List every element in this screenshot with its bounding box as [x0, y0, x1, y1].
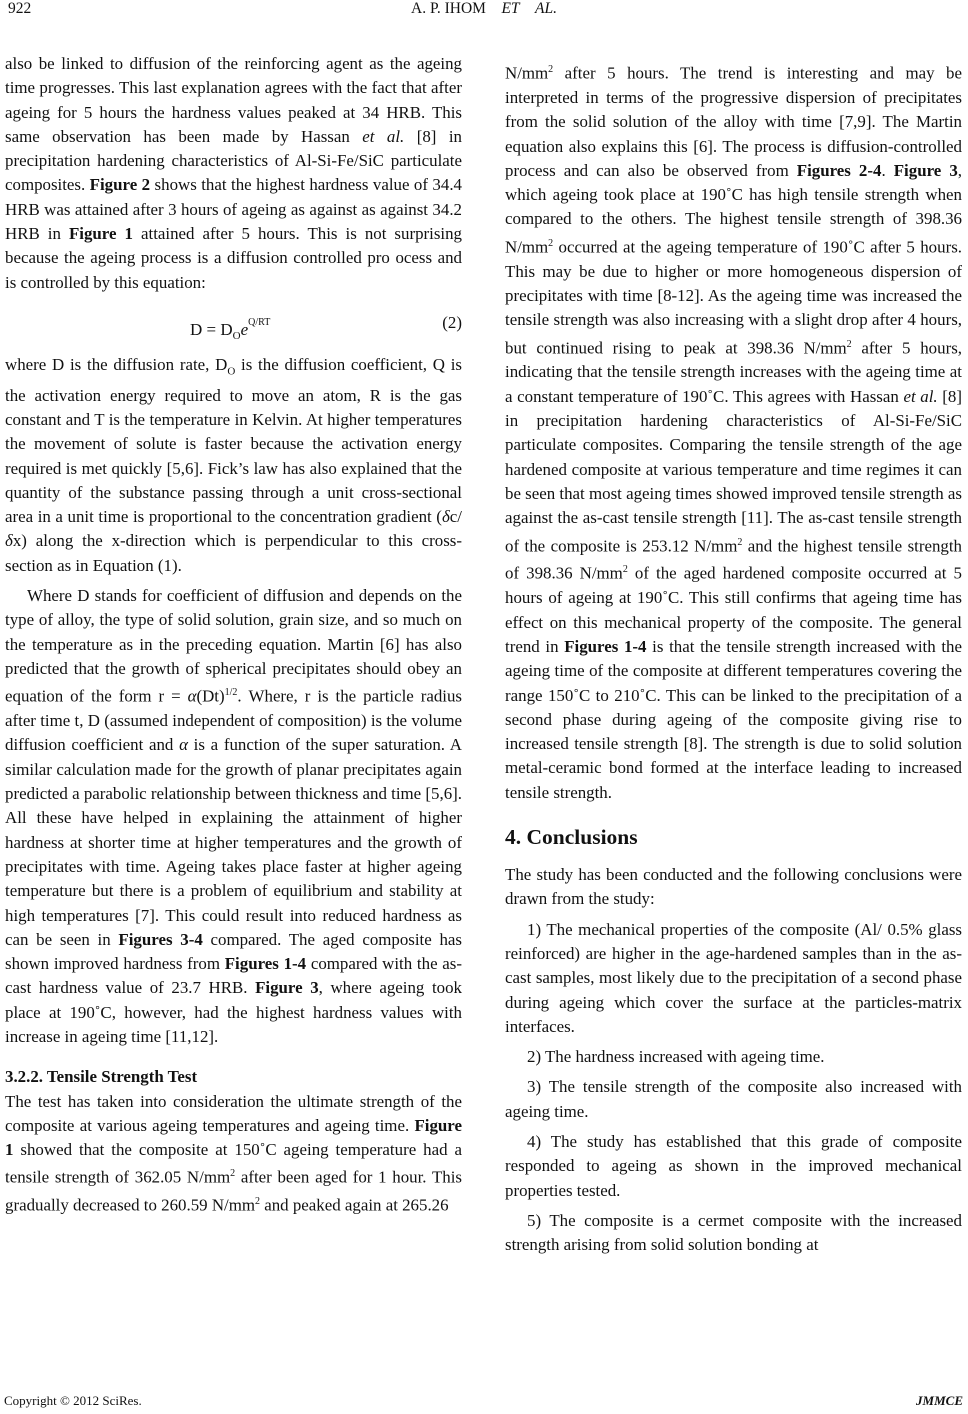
paragraph: also be linked to diffusion of the reinforcing agent as the ageing time progresses. This last explanation agrees with the fact that after ageing for 5 hours the hardness values peaked at 34 HRB. This same observation has been made by Hassan et al. [8] in precipitation hardening characteristics of Al-Si-Fe/SiC particulate composites. Figure 2 shows that the highest hardness value of 34.4 HRB was attained after 3 hours of ageing as against as against 34.2 HRB in Figure 1 attained after 5 hours. This is not surprising because the ageing process is a diffusion controlled pro ocess and is controlled by this equation: [5, 54, 463, 292]
footer-journal: JMMCE [916, 1393, 963, 1408]
subsection-title: 3.2.2. Tensile Strength Test [5, 1067, 198, 1087]
equation-number: (2) [442, 312, 462, 332]
paragraph: $N/mm^2$ after 5 hours. The trend is interesting and may be interpreted in terms of the progressive dispersion of precipitates from the solid solution of the alloy with time [7,9]. The Martin equation also explains this [6]. The process is diffusion-controlled process and can also be observed from Figures 2-4. Figure 3, which ageing took place at 190˚C has high tensile strength when compared to the others. The highest tensile strength of 398.36 $N/mm^2$ occurred at the ageing temperature of 190˚C after 5 hours. This may be due to higher or more homogeneous dispersion of precipitates with time [8-12]. As the ageing time was increased the tensile strength was also increasing with a slight drop after 4 hours, but continued rising to peak at 398.36 $N/mm^2$ after 5 hours, indicating that the tensile strength increases with the ageing time at a constant temperature of 190˚C. This agrees with Hassan et al. [8] in precipitation hardening characteristics of Al-Si-Fe/SiC particulate composites. Comparing the tensile strength of the age hardened composite at various temperature and time regimes it can be seen that most ageing times showed improved tensile strength as against the as-cast tensile strength [11]. The as-cast tensile strength of the composite is 253.12 $N/mm^2$ and the highest tensile strength of 398.36 $N/mm^2$ of the aged hardened composite occurred at 5 hours of ageing at 190˚C. This still confirms that ageing time has effect on this mechanical property of the composite. The general trend in Figures 1-4 is that the tensile strength increased with the ageing time of the composite at different temperatures covering the range 150˚C to 210˚C. This can be linked to the precipitation of a second phase during ageing of the composite giving rise to increased tensile strength [8]. The strength is due to solid solution metal-ceramic bond formed at the interface leading to increased tensile strength. [505, 63, 962, 802]
page-number: 922 [8, 0, 32, 17]
paragraph: The study has been conducted and the following conclusions were drawn from the study: [505, 865, 962, 909]
list-item: 4) The study has established that this grade of composite responded to ageing as shown in the improved mechanical properties tested. [505, 1132, 962, 1200]
right-column [505, 58, 962, 1257]
paragraph: Where D stands for coefficient of diffusion and depends on the type of alloy, the type of solid solution, grain size, and so much on the temperature as in the preceding equation. Martin [6] has also predicted that the growth of spherical precipitates should obey an equation of the form $r = \alpha(Dt)^{1/2}$. Where, r is the particle radius after time t, D (assumed independent of composition) is the volume diffusion coefficient and α is a function of the super saturation. A similar calculation made for the growth of planar precipitates again predicted a parabolic relationship between thickness and time [5,6]. All these have helped in explaining the attainment of higher hardness at shorter time at higher temperatures and the growth of precipitates with time. Ageing takes place faster at higher ageing temperature but there is a problem of equilibrium and stability at high temperatures [7]. This could result into reduced hardness as can be seen in Figures 3-4 compared. The aged composite has shown improved hardness from Figures 1-4 compared with the as-cast hardness value of 23.7 HRB. Figure 3, where ageing took place at 190˚C, however, had the highest hardness values with increase in ageing time [11,12]. [5, 586, 463, 1046]
left-column [5, 52, 462, 1218]
paragraph: The test has taken into consideration the ultimate strength of the composite at various ageing temperatures and ageing time. Figure 1 showed that the composite at 150˚C ageing temperature had a tensile strength of 362.05 $N/mm^2$ after been aged for 1 hour. This gradually decreased to 260.59 $N/mm^2$ and peaked again at 265.26 [5, 1091, 462, 1216]
paragraph: where D is the diffusion rate, $D_O$ is the diffusion coefficient, Q is the activation energy required to move an atom, R is the gas constant and T is the temperature in Kelvin. At higher temperatures the movement of solute is faster because the activation energy required is met quickly [5,6]. Fick’s law has also explained that the quantity of the substance passing through a unit cross-sectional area in a unit time is proportional to the concentration gradient (δc/δx) along the x-direction which is perpendicular to this cross-section as in Equation (1). [5, 354, 462, 575]
list-item: 2) The hardness increased with ageing time. [527, 1047, 825, 1067]
list-item: 1) The mechanical properties of the composite (Al/ 0.5% glass reinforced) are higher in the age-hardened samples than in the as-cast samples, most likely due to the precipitation of a second phase during ageing which cover the surface at the particles-matrix interfaces. [505, 919, 962, 1036]
equation-body: $D = D_Oe^{Q/RT}$ [190, 316, 271, 342]
equation-2 [5, 297, 462, 353]
list-item: 5) The composite is a cermet composite with the increased strength arising from solid solution bonding at [505, 1210, 962, 1255]
running-head: A. P. IHOM ET AL. [411, 0, 557, 17]
section-title: 4. Conclusions [505, 825, 638, 850]
list-item: 3) The tensile strength of the composite also increased with ageing time. [505, 1077, 962, 1121]
footer-copyright: Copyright © 2012 SciRes. [4, 1393, 142, 1408]
